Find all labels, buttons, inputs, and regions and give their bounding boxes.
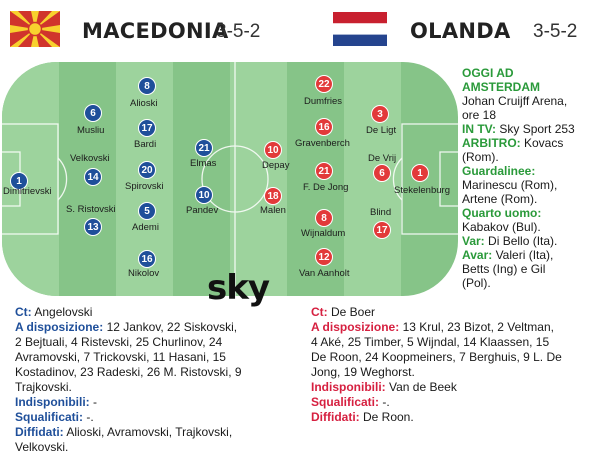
- player-name: Stekelenburg: [394, 185, 450, 196]
- player-number: 8: [138, 77, 156, 95]
- player-number: 5: [138, 202, 156, 220]
- referee-value: Kovacs: [520, 136, 564, 150]
- player-name: Wijnaldum: [301, 228, 346, 239]
- player-number: 14: [84, 168, 102, 186]
- away-team-info: [311, 305, 591, 425]
- unavailable-row: [15, 395, 300, 410]
- avar-label: Avar:: [462, 248, 493, 262]
- bench-value: Jong, 19 Weghorst.: [311, 365, 415, 379]
- netherlands-flag-icon: [333, 12, 387, 46]
- player-name: Alioski: [130, 98, 158, 109]
- home-formation: 3-5-2: [216, 21, 261, 42]
- player-number: 6: [373, 164, 391, 182]
- player-number: 1: [411, 164, 429, 182]
- warned-value: Alioski, Avramovski, Trajkovski,: [63, 425, 233, 439]
- unavailable-label: Indisponibili:: [311, 380, 386, 394]
- player-name: Malen: [260, 205, 286, 216]
- player-name: Bardi: [134, 139, 157, 150]
- suspended-label: Squalificati:: [311, 395, 380, 409]
- bench-label: A disposizione:: [311, 320, 400, 334]
- player-name: Velkovski: [70, 153, 110, 164]
- suspended-label: Squalificati:: [15, 410, 84, 424]
- suspended-value: -.: [379, 395, 390, 409]
- var-row: [462, 234, 592, 248]
- avar-value: Betts (Ing) e Gil: [462, 262, 546, 276]
- linesmen-value: Marinescu (Rom),: [462, 178, 558, 192]
- player-name: Dumfries: [304, 96, 343, 107]
- player-name: Gravenberch: [295, 138, 350, 149]
- suspended-value: -.: [83, 410, 94, 424]
- away-formation: 3-5-2: [533, 21, 578, 42]
- football-pitch: [2, 62, 458, 296]
- bench-row: [15, 320, 300, 335]
- coach-value: Angelovski: [31, 305, 93, 319]
- player-name: Pandev: [186, 205, 219, 216]
- player-name: Ademi: [132, 222, 159, 233]
- player-name: De Vrij: [368, 153, 397, 164]
- unavailable-label: Indisponibili:: [15, 395, 90, 409]
- warned-row: [311, 410, 591, 425]
- referee-row: [462, 136, 592, 150]
- player-name: Dimitrievski: [3, 186, 52, 197]
- bench-value: De Roon, 24 Koopmeiners, 7 Berghuis, 9 L. De: [311, 350, 562, 364]
- warned-row: [15, 425, 300, 440]
- suspended-row: [311, 395, 591, 410]
- var-label: Var:: [462, 234, 485, 248]
- player-number: 3: [371, 105, 389, 123]
- tv-row: [462, 122, 592, 136]
- bench-value: 4 Aké, 25 Timber, 5 Wijndal, 14 Klaassen, 15: [311, 335, 550, 349]
- bench-value: 2 Bejtuali, 4 Ristevski, 25 Churlinov, 24: [15, 335, 223, 349]
- unavailable-value: Van de Beek: [385, 380, 457, 394]
- player-name: Elmas: [190, 158, 217, 169]
- player-name: Van Aanholt: [299, 268, 350, 279]
- coach-row: [311, 305, 591, 320]
- unavailable-value: -: [89, 395, 97, 409]
- tv-label: IN TV:: [462, 122, 497, 136]
- match-info-panel: [462, 66, 592, 290]
- player-number: 6: [84, 104, 102, 122]
- warned-value: Velkovski.: [15, 440, 69, 454]
- sky-logo: sky: [207, 268, 270, 308]
- player-number: 16: [138, 250, 156, 268]
- tv-value: Sky Sport 253: [496, 122, 575, 136]
- referee-country: (Rom).: [462, 150, 499, 164]
- player-number: 18: [264, 187, 282, 205]
- player-number: 21: [315, 162, 333, 180]
- bench-value: Kostadinov, 23 Radeski, 26 M. Ristovski, 9: [15, 365, 242, 379]
- suspended-row: [15, 410, 300, 425]
- unavailable-row: [311, 380, 591, 395]
- player-number: 17: [138, 119, 156, 137]
- player-number: 16: [315, 118, 333, 136]
- var-value: Di Bello (Ita).: [484, 234, 558, 248]
- warned-label: Diffidati:: [15, 425, 64, 439]
- warned-label: Diffidati:: [311, 410, 360, 424]
- venue-text: Johan Cruijff Arena,: [462, 94, 568, 108]
- player-name: Spirovski: [125, 181, 164, 192]
- info-line: AMSTERDAM: [462, 80, 540, 94]
- player-name: F. De Jong: [303, 182, 349, 193]
- player-number: 13: [84, 218, 102, 236]
- fourth-official-value: Kabakov (Bul).: [462, 220, 541, 234]
- bench-value: 13 Krul, 23 Bizot, 2 Veltman,: [399, 320, 554, 334]
- warned-value: De Roon.: [359, 410, 414, 424]
- player-name: S. Ristovski: [66, 204, 116, 215]
- bench-label: A disposizione:: [15, 320, 104, 334]
- bench-row: [311, 320, 591, 335]
- bench-value: Trajkovski.: [15, 380, 72, 394]
- home-team-name: MACEDONIA: [82, 19, 229, 43]
- avar-value: Valeri (Ita),: [492, 248, 554, 262]
- player-number: 21: [195, 139, 213, 157]
- player-number: 10: [195, 186, 213, 204]
- home-team-info: [15, 305, 300, 455]
- bench-value: Avramovski, 7 Trickovski, 11 Hasani, 15: [15, 350, 226, 364]
- coach-value: De Boer: [327, 305, 376, 319]
- player-number: 12: [315, 248, 333, 266]
- player-number: 8: [315, 209, 333, 227]
- linesmen-value: Artene (Rom).: [462, 192, 538, 206]
- linesmen-label: Guardalinee:: [462, 164, 536, 178]
- bench-value: 12 Jankov, 22 Siskovski,: [103, 320, 238, 334]
- player-number: 10: [264, 141, 282, 159]
- coach-label: Ct:: [311, 305, 328, 319]
- coach-label: Ct:: [15, 305, 32, 319]
- north-macedonia-flag-icon: [10, 11, 60, 47]
- referee-label: ARBITRO:: [462, 136, 521, 150]
- player-number: 17: [373, 221, 391, 239]
- avar-row: [462, 248, 592, 262]
- player-name: Musliu: [77, 125, 105, 136]
- player-number: 1: [10, 172, 28, 190]
- coach-row: [15, 305, 300, 320]
- player-name: Depay: [262, 160, 290, 171]
- player-number: 22: [315, 75, 333, 93]
- player-name: De Ligt: [366, 125, 397, 136]
- info-line: OGGI AD: [462, 66, 514, 80]
- avar-value: (Pol).: [462, 276, 491, 290]
- fourth-official-label: Quarto uomo:: [462, 206, 542, 220]
- kickoff-time: ore 18: [462, 108, 497, 122]
- player-name: Nikolov: [128, 268, 160, 279]
- player-number: 20: [138, 161, 156, 179]
- away-team-name: OLANDA: [410, 19, 511, 43]
- player-name: Blind: [370, 207, 392, 218]
